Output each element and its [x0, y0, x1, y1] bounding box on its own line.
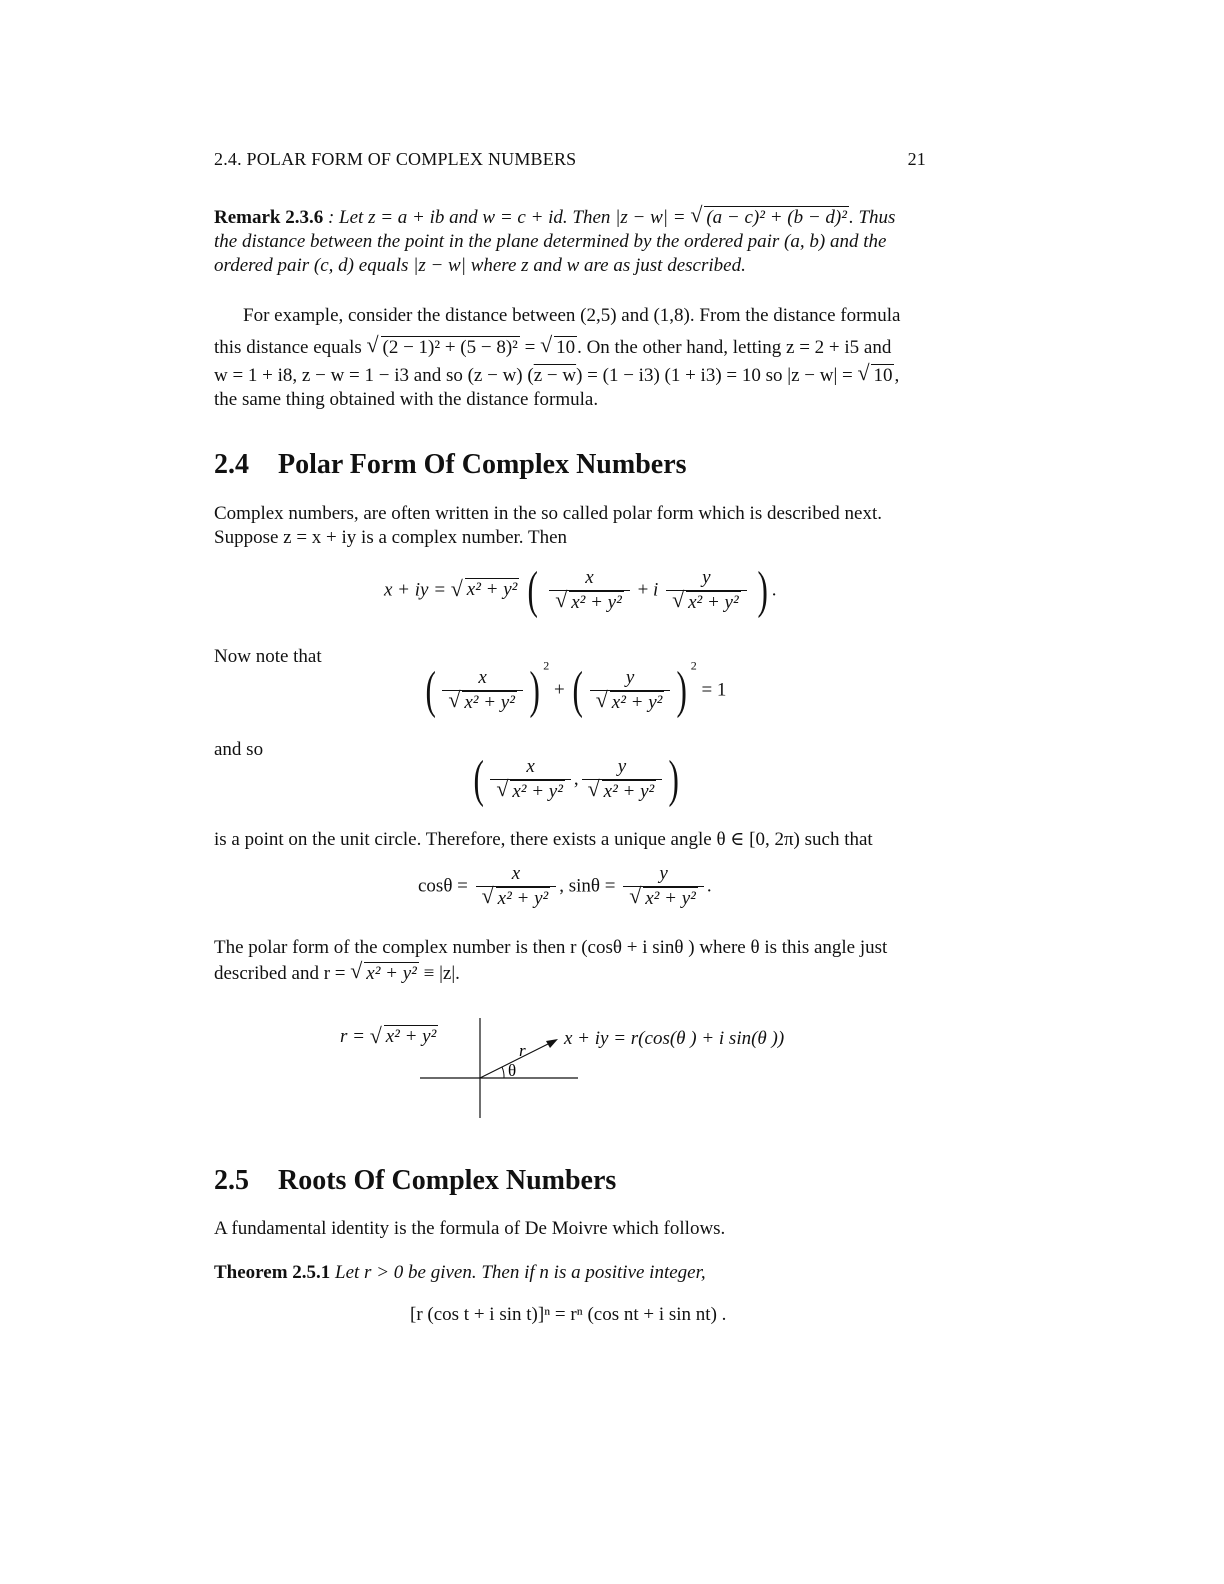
remark-line1-end: . Thus — [848, 207, 896, 228]
section-number-2-5: 2.5 — [214, 1165, 249, 1196]
example-line4: the same thing obtained with the distance formula. — [214, 389, 599, 410]
now-note-text: Now note that — [214, 646, 322, 667]
de-moivre-formula: [r (cos t + i sin t)]ⁿ = rⁿ (cos nt + i sin nt) . — [410, 1304, 727, 1325]
polar-line1: The polar form of the complex number is then r (cosθ + i sinθ ) where θ is this angle just — [214, 937, 888, 958]
running-header-title: 2.4. POLAR FORM OF COMPLEX NUMBERS — [214, 149, 577, 169]
polar-intro-line1: Complex numbers, are often written in the so called polar form which is described next. — [214, 503, 882, 524]
section-number: 2.4 — [214, 449, 249, 480]
section-title-2-5: Roots Of Complex Numbers — [278, 1165, 617, 1196]
diagram-point-label: x + iy = r(cos(θ ) + i sin(θ )) — [564, 1028, 785, 1049]
example-radical-10: √ 10 — [540, 336, 577, 360]
arrow-head — [546, 1039, 558, 1048]
example-radical-10b: √ 10 — [857, 364, 894, 388]
running-header — [214, 149, 926, 170]
sin-label: , sinθ = — [559, 875, 616, 897]
example-equals: = — [519, 337, 541, 358]
equation-unit-point: ( x √ x² + y² , y √ x² + y² ) — [470, 754, 683, 806]
eq1-frac-y: y √ x² + y² — [666, 568, 747, 614]
polar-intro-line2: Suppose z = x + iy is a complex number. Then — [214, 527, 568, 548]
de-moivre-intro: A fundamental identity is the formula of De Moivre which follows. — [214, 1218, 726, 1239]
eq1-lhs: x + iy = — [384, 579, 451, 601]
eq1-frac-x: x √ x² + y² — [549, 568, 630, 614]
cos-label: cosθ = — [418, 875, 468, 897]
theorem-text: Let r > 0 be given. Then if n is a positive integer, — [335, 1262, 706, 1283]
remark-label: Remark 2.3.6 — [214, 207, 324, 228]
remark-line1: : Let z = a + ib and w = c + id. Then |z − w| = — [327, 207, 691, 228]
polar-line2a: described and r = — [214, 963, 351, 984]
section-heading-2-5 — [214, 1165, 616, 1197]
example-line2c: . On the other hand, letting z = 2 + i5 and — [577, 337, 892, 358]
example-comma: , — [894, 365, 900, 386]
polar-diagram — [418, 1018, 588, 1120]
example-conjugate: z − w — [533, 365, 577, 386]
angle-label: θ — [508, 1061, 517, 1080]
polar-intro — [214, 502, 926, 550]
theorem-label: Theorem 2.5.1 — [214, 1262, 331, 1283]
polar-form-paragraph — [214, 936, 926, 986]
remark-line3: ordered pair (c, d) equals |z − w| where z and w are as just described. — [214, 255, 746, 276]
remark-line2: the distance between the point in the plane determined by the ordered pair (a, b) and the — [214, 231, 887, 252]
vector-label: r — [519, 1041, 526, 1060]
eq2-rhs: = 1 — [701, 679, 727, 701]
theorem-block — [214, 1261, 926, 1285]
example-radical: √ (2 − 1)² + (5 − 8)² — [367, 336, 520, 360]
angle-arc — [502, 1067, 504, 1078]
equation-polar-decomposition: x + iy = √ x² + y² ( x √ x² + y² + i y √ x² + y² ) . — [384, 565, 776, 617]
example-paragraph — [214, 304, 926, 412]
and-so-text: and so — [214, 739, 264, 760]
example-line3a: w = 1 + i8, z − w = 1 − i3 and so (z − w) ( — [214, 365, 534, 386]
polar-radical: √ x² + y² — [350, 962, 419, 986]
section-heading-2-4 — [214, 449, 687, 481]
remark-radical: √ (a − c)² + (b − d)² — [690, 206, 849, 230]
example-line2a: this distance equals — [214, 337, 367, 358]
example-line1: For example, consider the distance between (2,5) and (1,8). From the distance formula — [243, 305, 901, 326]
unit-circle-text: is a point on the unit circle. Therefore, there exists a unique angle θ ∈ [0, 2π) such that — [214, 829, 873, 850]
radius-vector — [480, 1041, 554, 1078]
polar-line2b: ≡ |z|. — [418, 963, 460, 984]
diagram-r-formula: r = √ x² + y² — [340, 1026, 438, 1048]
section-title: Polar Form Of Complex Numbers — [278, 449, 687, 480]
example-line3b: ) = (1 − i3) (1 + i3) = 10 so |z − w| = — [576, 365, 858, 386]
eq1-radical: √ x² + y² — [451, 579, 520, 601]
equation-cos-sin: cosθ = x √ x² + y² , sinθ = y √ x² + y² . — [418, 864, 712, 910]
page-number: 21 — [907, 149, 926, 169]
remark-block — [214, 206, 926, 278]
equation-unit-sum: ( x √ x² + y² ) $^2$ + ( y √ x² + y² ) $^2$ = 1 — [422, 665, 726, 717]
